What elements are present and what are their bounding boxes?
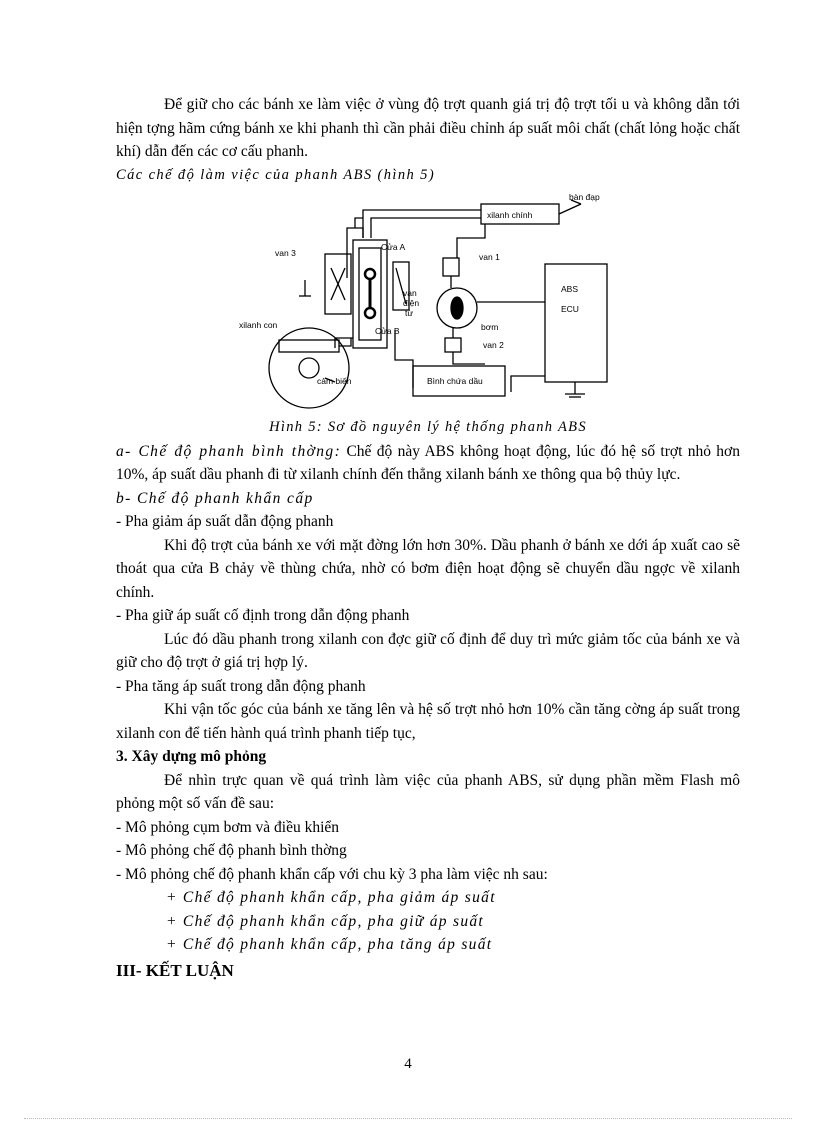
sensor-label: cảm biến [317, 376, 352, 386]
phase3-title: - Pha tăng áp suất trong dẫn động phanh [116, 677, 366, 695]
solenoid-label-3: từ [405, 308, 414, 318]
section3-subitem-1: + Chế độ phanh khẩn cấp, pha giảm áp suất [166, 889, 496, 906]
section-a-paragraph [116, 440, 740, 487]
ecu-abs-label: ABS [561, 284, 579, 294]
section3-heading: 3. Xây dựng mô phỏng [116, 748, 267, 765]
solenoid-label-1: van [403, 288, 417, 298]
modes-title: Các chế độ làm việc của phanh ABS (hình 5) [116, 166, 436, 183]
port-a-shape [365, 269, 375, 279]
valve-2-shape [445, 338, 461, 352]
section3-item-1: - Mô phỏng cụm bơm và điều khiển [116, 818, 340, 836]
slave-cylinder-label: xilanh con [239, 320, 278, 330]
port-b-label: Cửa B [375, 326, 400, 336]
phase2-text: Lúc đó dầu phanh trong xilanh con đợc giữ cố định để duy trì mức giảm tốc của bánh xe và giữ cho độ trợt ở giá trị hợp lý. [116, 630, 740, 671]
abs-ecu-box [545, 264, 607, 382]
section-a-label: a- Chế độ phanh bình thờng: [116, 442, 342, 460]
port-a-label: Cửa A [381, 242, 406, 252]
valve-1-label: van 1 [479, 252, 500, 262]
phase3-text: Khi vận tốc góc của bánh xe tăng lên và hệ số trợt nhỏ hơn 10% cần tăng cờng áp suất trong xilanh con để tiến hành quá trình phanh tiếp tục, [116, 701, 740, 742]
intro-paragraph: Để giữ cho các bánh xe làm việc ở vùng độ trợt quanh giá trị độ trợt tối u và không dẫn tới hiện tợng hãm cứng bánh xe khi phanh thì cần phải điều chỉnh áp suất môi chất (chất lỏng hoặc chất khí) dẫn đến các cơ cấu phanh. [116, 96, 740, 160]
phase1-title: - Pha giảm áp suất dẫn động phanh [116, 513, 334, 530]
solenoid-label-2: điện [403, 298, 420, 308]
section-a-text: Chế độ này ABS không hoạt động, lúc đó hệ số trợt nhỏ hơn 10%, áp suất dầu phanh đi từ xilanh chính đến thẳng xilanh bánh xe thông qua bộ thủy lực. [116, 442, 740, 483]
slave-cylinder-shape [279, 340, 339, 352]
abs-diagram [235, 188, 615, 410]
port-b-shape [365, 308, 375, 318]
section3-subitem-3: + Chế độ phanh khẩn cấp, pha tăng áp suất [166, 936, 493, 953]
pedal-label: bàn đạp [569, 192, 600, 202]
conclusion-heading: III- KẾT LUẬN [116, 960, 234, 980]
page-bottom-divider [24, 1118, 792, 1119]
page-number: 4 [404, 1056, 412, 1072]
valve-3-label: van 3 [275, 248, 296, 258]
valve-1-shape [443, 258, 459, 276]
section3-item-3: - Mô phỏng chế độ phanh khẩn cấp với chu kỳ 3 pha làm việc nh sau: [116, 865, 548, 883]
section3-text: Để nhìn trực quan về quá trình làm việc của phanh ABS, sử dụng phần mềm Flash mô phỏng một số vấn đề sau: [116, 771, 740, 812]
phase1-text: Khi độ trợt của bánh xe với mặt đờng lớn hơn 30%. Dầu phanh ở bánh xe dới áp xuất cao sẽ thoát qua cửa B chảy về thùng chứa, nhờ có bơm điện hoạt động sẽ chuyển dầu ngợc về xilanh chính. [116, 536, 740, 601]
figure-caption: Hình 5: Sơ đồ nguyên lý hệ thống phanh ABS [269, 419, 587, 435]
phase2-title: - Pha giữ áp suất cố định trong dẫn động phanh [116, 607, 410, 624]
section-b-label: b- Chế độ phanh khẩn cấp [116, 489, 314, 507]
section3-subitem-2: + Chế độ phanh khẩn cấp, pha giữ áp suất [166, 912, 485, 930]
intro-block [116, 93, 740, 187]
ecu-label: ECU [561, 304, 579, 314]
section3-item-2: - Mô phỏng chế độ phanh bình thờng [116, 842, 347, 859]
reservoir-label: Bình chứa dầu [427, 376, 483, 386]
pump-label: bơm [481, 322, 499, 332]
valve-2-label: van 2 [483, 340, 504, 350]
body-block [116, 416, 740, 982]
master-cylinder-label: xilanh chính [487, 210, 533, 220]
